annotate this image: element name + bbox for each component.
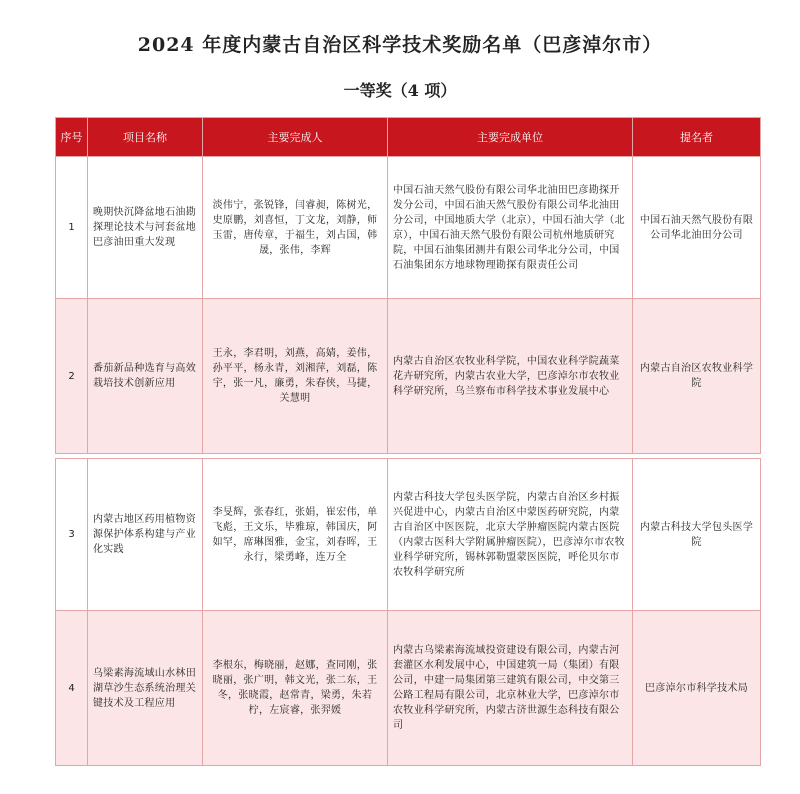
section-subtitle: 一等奖（4 项） xyxy=(343,81,457,100)
row-no: 1 xyxy=(56,157,88,299)
row-project xyxy=(88,157,203,299)
row-nominator xyxy=(633,611,761,766)
row-no: 4 xyxy=(56,611,88,766)
table-row xyxy=(56,459,761,611)
units-text: 内蒙古自治区农牧业科学院，中国农业科学院蔬菜花卉研究所，内蒙古农业大学，巴彦淖尔市农牧业科学研究所，乌兰察布市科学技术事业发展中心 xyxy=(393,355,620,397)
row-project xyxy=(88,299,203,454)
header-people: 主要完成人 xyxy=(203,118,388,157)
row-people xyxy=(203,459,388,611)
nominator-text: 内蒙古自治区农牧业科学院 xyxy=(639,363,754,389)
nominator-text: 巴彦淖尔市科学技术局 xyxy=(645,682,748,694)
table-row xyxy=(56,157,761,299)
row-units xyxy=(388,157,633,299)
header-nominator: 提名者 xyxy=(633,118,761,157)
people-text: 王永，李君明，刘燕，高婧，姜伟，孙平平，杨永青，刘湘萍，刘磊，陈宇，张一凡，廉勇，朱春侠，马捷，关慧明 xyxy=(212,348,378,404)
header-no: 序号 xyxy=(56,118,88,157)
row-project xyxy=(88,611,203,766)
row-nominator xyxy=(633,459,761,611)
row-people xyxy=(203,611,388,766)
table-row xyxy=(56,299,761,454)
row-no: 2 xyxy=(56,299,88,454)
project-text: 晚期快沉降盆地石油勘探理论技术与河套盆地巴彦油田重大发现 xyxy=(93,207,196,248)
table-header-row xyxy=(56,118,761,157)
header-project: 项目名称 xyxy=(88,118,203,157)
people-text: 李根东，梅晓丽，赵娜，查同刚，张晓丽，张广明，韩文光，张二东，王冬，张晓霞，赵常青，梁勇，朱若柠，左宸睿，张羿媛 xyxy=(212,660,378,716)
row-units xyxy=(388,459,633,611)
nominator-text: 内蒙古科技大学包头医学院 xyxy=(639,521,754,548)
row-no: 3 xyxy=(56,459,88,611)
units-text: 内蒙古科技大学包头医学院，内蒙古自治区乡村振兴促进中心，内蒙古自治区中蒙医药研究院，内蒙古自治区中医医院，北京大学肿瘤医院内蒙古医院（内蒙古医科大学附属肿瘤医院），巴彦淖尔市农牧业科学研究所，锡林郭勒盟蒙医医院，呼伦贝尔市农牧科学研究所 xyxy=(393,491,625,578)
project-text: 番茄新品种选育与高效栽培技术创新应用 xyxy=(93,363,196,389)
row-people xyxy=(203,157,388,299)
row-nominator xyxy=(633,299,761,454)
project-text: 内蒙古地区药用植物资源保护体系构建与产业化实践 xyxy=(93,514,196,555)
people-text: 李旻辉，张春红，张娟，崔宏伟，单飞彪，王文乐，毕雅琼，韩国庆，阿如罕，席琳图雅，金宝，刘春晖，王永行，梁勇峰，连万全 xyxy=(212,506,378,563)
award-table-part-2 xyxy=(55,458,761,766)
project-text: 乌梁素海流域山水林田湖草沙生态系统治理关键技术及工程应用 xyxy=(93,667,196,709)
people-text: 淡伟宁，张锐锋，闫睿昶，陈树光，史原鹏，刘喜恒，丁文龙，刘静，师玉雷，唐传章，于福生，刘占国，韩晟，张伟，李辉 xyxy=(212,199,378,256)
header-units: 主要完成单位 xyxy=(388,118,633,157)
award-table-part-1 xyxy=(55,117,761,454)
units-text: 中国石油天然气股份有限公司华北油田巴彦勘探开发分公司，中国石油天然气股份有限公司华北油田分公司，中国地质大学（北京），中国石油大学（北京），中国石油天然气股份有限公司杭州地质研究院，中国石油集团测井有限公司华北分公司，中国石油集团东方地球物理勘探有限责任公司 xyxy=(393,184,625,271)
page-title: 2024 年度内蒙古自治区科学技术奖励名单（巴彦淖尔市） xyxy=(137,34,663,56)
row-nominator xyxy=(633,157,761,299)
nominator-text: 中国石油天然气股份有限公司华北油田分公司 xyxy=(639,214,754,241)
units-text: 内蒙古乌梁素海流域投资建设有限公司，内蒙古河套灌区水利发展中心，中国建筑一局（集团）有限公司，中建一局集团第三建筑有限公司，中交第三公路工程局有限公司，北京林业大学，巴彦淖尔市农牧业科学研究所，内蒙古济世源生态科技有限公司 xyxy=(393,645,620,731)
row-project xyxy=(88,459,203,611)
row-units xyxy=(388,611,633,766)
table-row xyxy=(56,611,761,766)
row-units xyxy=(388,299,633,454)
row-people xyxy=(203,299,388,454)
